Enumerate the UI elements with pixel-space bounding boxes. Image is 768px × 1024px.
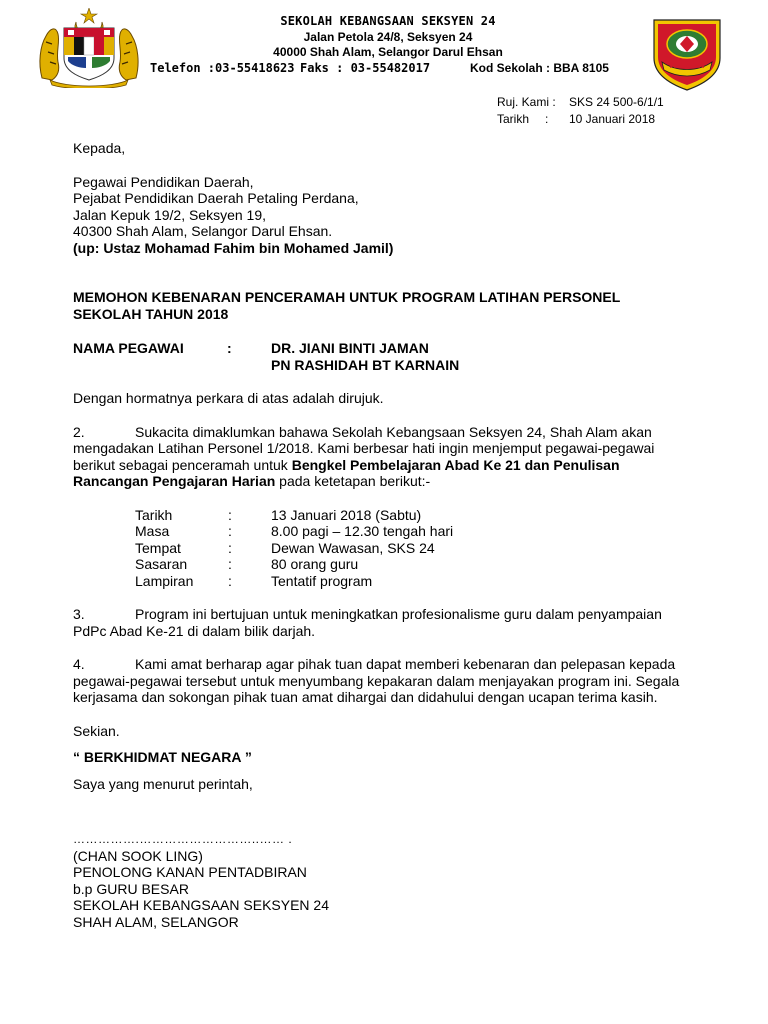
school-badge-logo (646, 14, 728, 94)
contact-line (148, 61, 628, 76)
para2-text: pada ketetapan berikut:- (275, 473, 431, 489)
faks: Faks : 03-55482017 (300, 60, 431, 75)
recipient-line: Pejabat Pendidikan Daerah Petaling Perdana, (73, 190, 359, 206)
para3-line-2: PdPc Abad Ke-21 di dalam bilik darjah. (73, 622, 316, 639)
signatory-bp: b.p GURU BESAR (73, 880, 189, 897)
para2-line-3 (73, 457, 713, 474)
detail-value: 13 Januari 2018 (Sabtu) (271, 506, 422, 523)
school-name: SEKOLAH KEBANGSAAN SEKSYEN 24 (280, 14, 496, 28)
pegawai-name-2: PN RASHIDAH BT KARNAIN (271, 356, 460, 373)
subject-line-2: SEKOLAH TAHUN 2018 (73, 305, 229, 322)
detail-colon: : (228, 539, 232, 556)
ruj-label: Ruj. Kami : (497, 95, 556, 109)
para3-line-1 (73, 606, 713, 623)
para2-text: Sukacita dimaklumkan bahawa Sekolah Kebangsaan Seksyen 24, Shah Alam akan (135, 423, 652, 440)
para4-line-3: kerjasama dan sokongan pihak tuan amat dihargai dan didahului dengan ucapan terima kasih. (73, 689, 658, 705)
kod-sekolah: Kod Sekolah : BBA 8105 (470, 60, 609, 75)
pegawai-row (73, 340, 713, 357)
detail-key: Tempat (135, 539, 181, 556)
detail-row (73, 540, 713, 557)
detail-colon: : (228, 506, 232, 523)
signatory-position: PENOLONG KANAN PENTADBIRAN (73, 864, 307, 880)
para2-line-4 (73, 473, 713, 490)
tarikh-label: Tarikh (497, 112, 530, 126)
detail-key: Sasaran (135, 556, 188, 572)
tarikh-colon: : (545, 112, 549, 126)
para2-text: berikut sebagai penceramah untuk (73, 456, 292, 473)
para2-line-1 (73, 424, 713, 441)
address-line-1: Jalan Petola 24/8, Seksyen 24 (303, 29, 473, 44)
para2-line-2: mengadakan Latihan Personel 1/2018. Kami berbesar hati ingin menjemput pegawai-pegawai (73, 440, 655, 456)
detail-colon: : (228, 572, 232, 589)
opening-line: Dengan hormatnya perkara di atas adalah dirujuk. (73, 390, 384, 406)
detail-value: Dewan Wawasan, SKS 24 (271, 539, 435, 556)
pegawai-colon: : (227, 340, 232, 356)
ruj-value: SKS 24 500-6/1/1 (569, 95, 664, 109)
signatory-name: (CHAN SOOK LING) (73, 847, 203, 864)
reference-block (497, 94, 664, 128)
signature-dots: …………….………………………..…… . (73, 832, 293, 846)
detail-key: Masa (135, 523, 170, 539)
para3-text: Program ini bertujuan untuk meningkatkan profesionalisme guru dalam penyampaian (135, 606, 662, 622)
detail-row (73, 556, 713, 573)
national-crest-logo (36, 8, 142, 88)
para4-line-1 (73, 656, 713, 673)
motto: “ BERKHIDMAT NEGARA ” (73, 749, 252, 765)
para4-line-2: pegawai-pegawai tersebut untuk menyumbang kepakaran dalam menjayakan program ini. Segala (73, 672, 680, 689)
workshop-title: Bengkel Pembelajaran Abad Ke 21 dan Penulisan (291, 456, 620, 473)
recipient-line: Pegawai Pendidikan Daerah, (73, 173, 254, 190)
salutation: Kepada, (73, 140, 126, 156)
address-line-2: 40000 Shah Alam, Selangor Darul Ehsan (273, 45, 503, 59)
detail-colon: : (228, 523, 232, 539)
detail-value: Tentatif program (271, 572, 373, 589)
detail-key: Tarikh (135, 506, 173, 523)
signatory-school: SEKOLAH KEBANGSAAN SEKSYEN 24 (73, 897, 329, 913)
para4-number: 4. (73, 656, 85, 672)
detail-key: Lampiran (135, 572, 194, 589)
para3-number: 3. (73, 606, 85, 622)
recipient-line: 40300 Shah Alam, Selangor Darul Ehsan. (73, 223, 333, 239)
recipient-attention: (up: Ustaz Mohamad Fahim bin Mohamed Jamil) (73, 239, 394, 256)
recipient-line: Jalan Kepuk 19/2, Seksyen 19, (73, 206, 267, 223)
detail-colon: : (228, 556, 232, 572)
pegawai-row-2 (73, 357, 713, 374)
detail-value: 80 orang guru (271, 556, 359, 572)
subject-line-1: MEMOHON KEBENARAN PENCERAMAH UNTUK PROGRAM LATIHAN PERSONEL (73, 289, 621, 305)
pegawai-name-1: DR. JIANI BINTI JAMAN (271, 340, 429, 356)
signatory-location: SHAH ALAM, SELANGOR (73, 913, 239, 930)
detail-value: 8.00 pagi – 12.30 tengah hari (271, 523, 454, 539)
closing-perintah: Saya yang menurut perintah, (73, 775, 253, 792)
para2-number: 2. (73, 423, 85, 440)
workshop-title: Rancangan Pengajaran Harian (73, 473, 276, 489)
detail-row (73, 573, 713, 590)
detail-row (73, 507, 713, 524)
tarikh-value: 10 Januari 2018 (569, 112, 656, 126)
para4-text: Kami amat berharap agar pihak tuan dapat memberi kebenaran dan pelepasan kepada (135, 656, 676, 672)
letterhead (148, 14, 628, 76)
telefon: Telefon :03-55418623 (150, 60, 295, 75)
pegawai-label: NAMA PEGAWAI (73, 340, 184, 356)
closing-sekian: Sekian. (73, 722, 120, 739)
detail-row (73, 523, 713, 540)
letter-body (73, 140, 713, 930)
